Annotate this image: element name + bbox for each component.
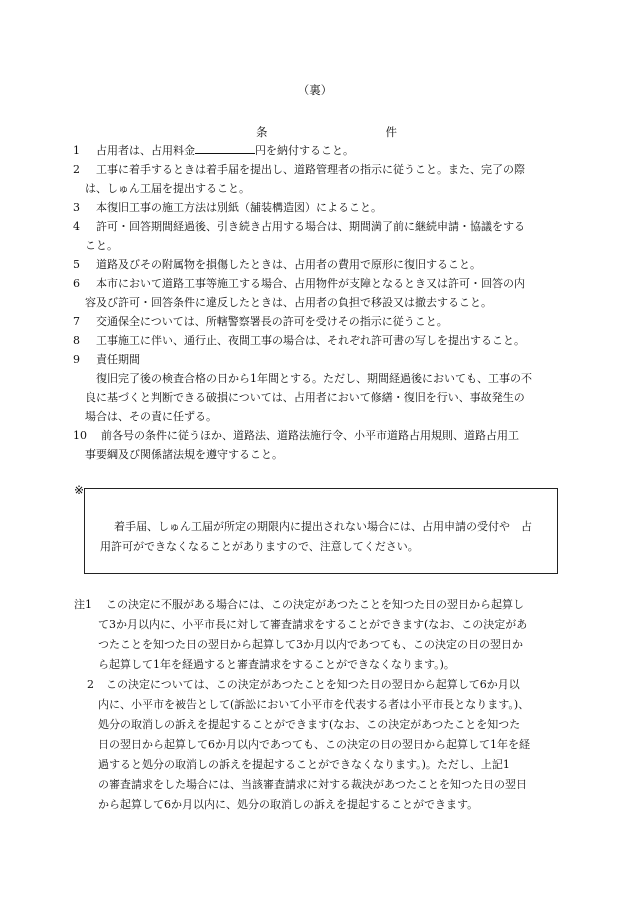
condition-line: 道路及びその附属物を損傷したときは、占用者の費用で原形に復旧すること。 xyxy=(96,258,481,271)
condition-number: 7 xyxy=(73,315,80,328)
note-line: 日の翌日から起算して6か月以内であつても、この決定の日の翌日から起算して1年を経 xyxy=(98,738,530,751)
note-line: この決定に不服がある場合には、この決定があつたことを知つた日の翌日から起算し xyxy=(106,598,524,611)
note-line: つたことを知つた日の翌日から起算して3か月以内であつても、この決定の日の翌日か xyxy=(98,638,523,651)
condition-number: 4 xyxy=(73,220,80,233)
condition-number: 5 xyxy=(73,258,80,271)
condition-line: 本復旧工事の施工方法は別紙（舗装構造図）によること。 xyxy=(96,201,382,214)
note-line: て3か月以内に、小平市長に対して審査請求をすることができます(なお、この決定があ xyxy=(98,618,528,631)
condition-line: 許可・回答期間経過後、引き続き占用する場合は、期間満了前に継続申請・協議をする xyxy=(96,220,525,233)
condition-line: は、しゅん工届を提出すること。 xyxy=(85,182,250,195)
condition-line: 事要綱及び関係諸法規を遵守すること。 xyxy=(85,448,283,461)
condition-number: 9 xyxy=(73,353,80,366)
note-line: ら起算して1年を経過すると審査請求をすることができなくなります。)。 xyxy=(98,658,455,671)
notice-mark: ※ xyxy=(74,483,85,497)
condition-number: 3 xyxy=(73,201,80,214)
condition-number: 2 xyxy=(73,163,80,176)
note-line: の審査請求をした場合には、当該審査請求に対する裁決があつたことを知つた日の翌日 xyxy=(98,778,527,791)
condition-number: 6 xyxy=(73,277,80,290)
page-title: （裏） xyxy=(297,83,333,97)
condition-line: 前各号の条件に従うほか、道路法、道路法施行令、小平市道路占用規則、道路占用工 xyxy=(101,429,519,442)
condition-1-text xyxy=(96,142,354,160)
condition-line: 容及び許可・回答条件に違反したときは、占用者の負担で移設又は撤去すること。 xyxy=(85,296,492,309)
notice-box-bottom-border xyxy=(84,573,557,574)
note-line: この決定については、この決定があつたことを知つた日の翌日から起算して6か月以 xyxy=(106,678,520,691)
condition-line: 交通保全については、所轄警察署長の許可を受けその指示に従うこと。 xyxy=(96,315,448,328)
conditions-heading xyxy=(256,124,397,140)
condition-line: 場合は、その責に任ずる。 xyxy=(85,410,217,423)
condition-line: 責任期間 xyxy=(96,353,140,366)
condition-line: こと。 xyxy=(85,239,118,252)
notice-line: 着手届、しゅん工届が所定の期限内に提出されない場合には、占用申請の受付や 占 xyxy=(114,520,532,533)
condition-1-text-a: 占用者は、占用料金 xyxy=(96,144,195,157)
note-label: 注1 xyxy=(74,598,92,611)
condition-line: 工事施工に伴い、通行止、夜間工事の場合は、それぞれ許可書の写しを提出すること。 xyxy=(96,334,525,347)
condition-line: 復旧完了後の検査合格の日から1年間とする。ただし、期間経過後においても、工事の不 xyxy=(96,372,532,385)
condition-1-text-b: 円を納付すること。 xyxy=(255,144,354,157)
condition-line: 工事に着手するときは着手届を提出し、道路管理者の指示に従うこと。また、完了の際 xyxy=(96,163,525,176)
note-line: から起算して6か月以内に、処分の取消しの訴えを提起することができます。 xyxy=(98,798,479,811)
note-line: 内に、小平市を被告として(訴訟において小平市を代表する者は小平市長となります。)、 xyxy=(98,698,530,711)
note-line: 処分の取消しの訴えを提起することができます(なお、この決定があつたことを知つた xyxy=(98,718,521,731)
note-label: 2 xyxy=(87,678,94,691)
note-line: 過すると処分の取消しの訴えを提起することができなくなります。)。ただし、上記1 xyxy=(98,758,510,771)
conditions-heading-char-1: 条 xyxy=(256,125,268,139)
condition-number: 8 xyxy=(73,334,80,347)
condition-number: 10 xyxy=(73,429,87,442)
conditions-heading-char-2: 件 xyxy=(385,125,397,139)
condition-line: 本市において道路工事等施工する場合、占用物件が支障となるとき又は許可・回答の内 xyxy=(96,277,525,290)
fee-blank xyxy=(195,142,255,154)
condition-number: 1 xyxy=(73,144,80,157)
notice-line: 用許可ができなくなることがありますので、注意してください。 xyxy=(100,540,419,553)
condition-line: 良に基づくと判断できる破損については、占用者において修繕・復旧を行い、事故発生の xyxy=(85,391,525,404)
